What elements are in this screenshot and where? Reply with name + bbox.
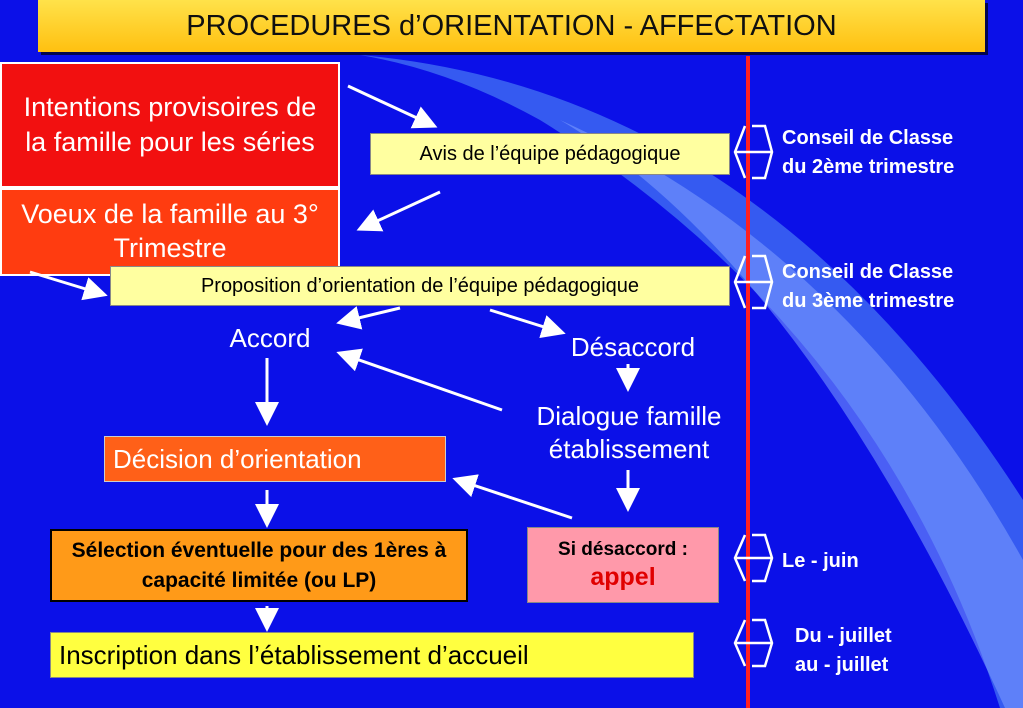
intentions-text: Intentions provisoires de la famille pour les séries — [23, 91, 317, 157]
proposition-text: Proposition d’orientation de l’équipe pédagogique — [200, 274, 640, 297]
juillet-label — [795, 622, 892, 680]
selection-box — [50, 529, 468, 602]
conseil-3-line1: Conseil de Classe — [782, 261, 954, 283]
decision-text: Décision d’orientation — [113, 443, 362, 474]
accord-label: Accord — [229, 323, 311, 353]
inscription-box — [50, 632, 694, 678]
conseil-3-line2: du 3ème trimestre — [782, 290, 955, 312]
appel-line1: Si désaccord : — [558, 538, 688, 560]
page-title: PROCEDURES d’ORIENTATION - AFFECTATION — [186, 9, 837, 42]
conseil-2-line2: du 2ème trimestre — [782, 156, 955, 178]
conseil-3-label — [782, 258, 954, 316]
conseil-2-label — [782, 124, 954, 182]
avis-text: Avis de l’équipe pédagogique — [419, 142, 681, 165]
juillet-line1: Du - juillet — [795, 625, 892, 647]
inscription-text: Inscription dans l’établissement d’accueil — [59, 639, 529, 670]
appel-line2: appel — [590, 562, 656, 591]
dialogue-label: Dialogue famille établissement — [536, 401, 722, 464]
selection-text: Sélection éventuelle pour des 1ères à capacité limitée (ou LP) — [71, 539, 447, 592]
avis-box — [370, 133, 730, 175]
voeux-box — [0, 188, 340, 276]
intentions-box — [0, 62, 340, 188]
appel-box — [527, 527, 719, 603]
desaccord-label: Désaccord — [570, 332, 696, 362]
title-bar — [38, 0, 985, 52]
juin-label: Le - juin — [782, 550, 859, 572]
juillet-line2: au - juillet — [795, 654, 889, 676]
timeline-line — [746, 56, 750, 708]
conseil-2-line1: Conseil de Classe — [782, 127, 954, 149]
voeux-text: Voeux de la famille au 3° Trimestre — [21, 199, 319, 263]
proposition-box — [110, 266, 730, 306]
decision-box — [104, 436, 446, 482]
